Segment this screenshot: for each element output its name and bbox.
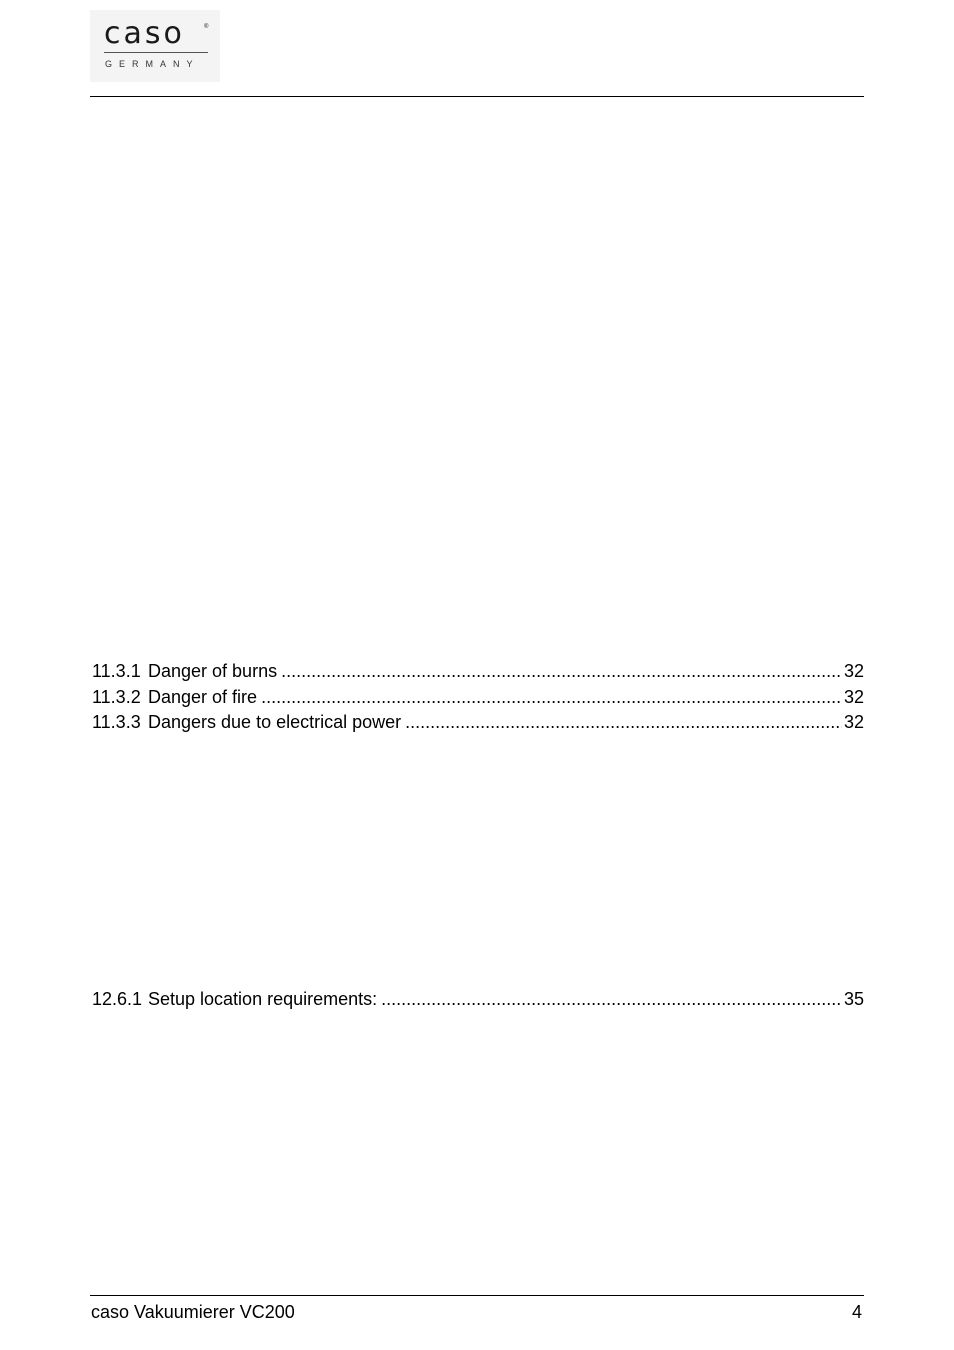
toc-dot-leader: [281, 659, 842, 683]
toc-entry-number: 11.3.3: [92, 712, 141, 732]
logo-subtitle: GERMANY: [105, 59, 200, 69]
toc-entry[interactable]: [92, 710, 864, 734]
logo-registered-mark: ®: [204, 24, 209, 30]
toc-dot-leader: [405, 710, 842, 734]
logo-wordmark: caso: [104, 16, 185, 51]
toc-entry[interactable]: [92, 659, 864, 683]
toc-entry-number: 11.3.1: [92, 661, 141, 681]
footer-document-title: caso Vakuumierer VC200: [91, 1302, 295, 1322]
header-rule: [90, 96, 864, 97]
toc-entry-title: Dangers due to electrical power: [148, 712, 402, 732]
toc-entry[interactable]: [92, 987, 864, 1011]
logo-divider: [104, 52, 208, 53]
toc-entry-title: Danger of burns: [148, 661, 278, 681]
footer-page-number: 4: [851, 1302, 862, 1322]
toc-dot-leader: [381, 987, 842, 1011]
toc-dot-leader: [261, 685, 842, 709]
toc-entry-number: 11.3.2: [92, 687, 141, 707]
toc-entry-page: 35: [843, 989, 864, 1009]
toc-entry-page: 32: [843, 661, 864, 681]
toc-entry-page: 32: [843, 712, 864, 732]
caso-logo: [90, 10, 220, 82]
toc-entry[interactable]: [92, 685, 864, 709]
toc-entry-page: 32: [843, 687, 864, 707]
toc-entry-title: Danger of fire: [148, 687, 258, 707]
toc-entry-number: 12.6.1: [92, 989, 143, 1009]
toc-entry-title: Setup location requirements:: [148, 989, 378, 1009]
footer-rule: [90, 1295, 864, 1296]
